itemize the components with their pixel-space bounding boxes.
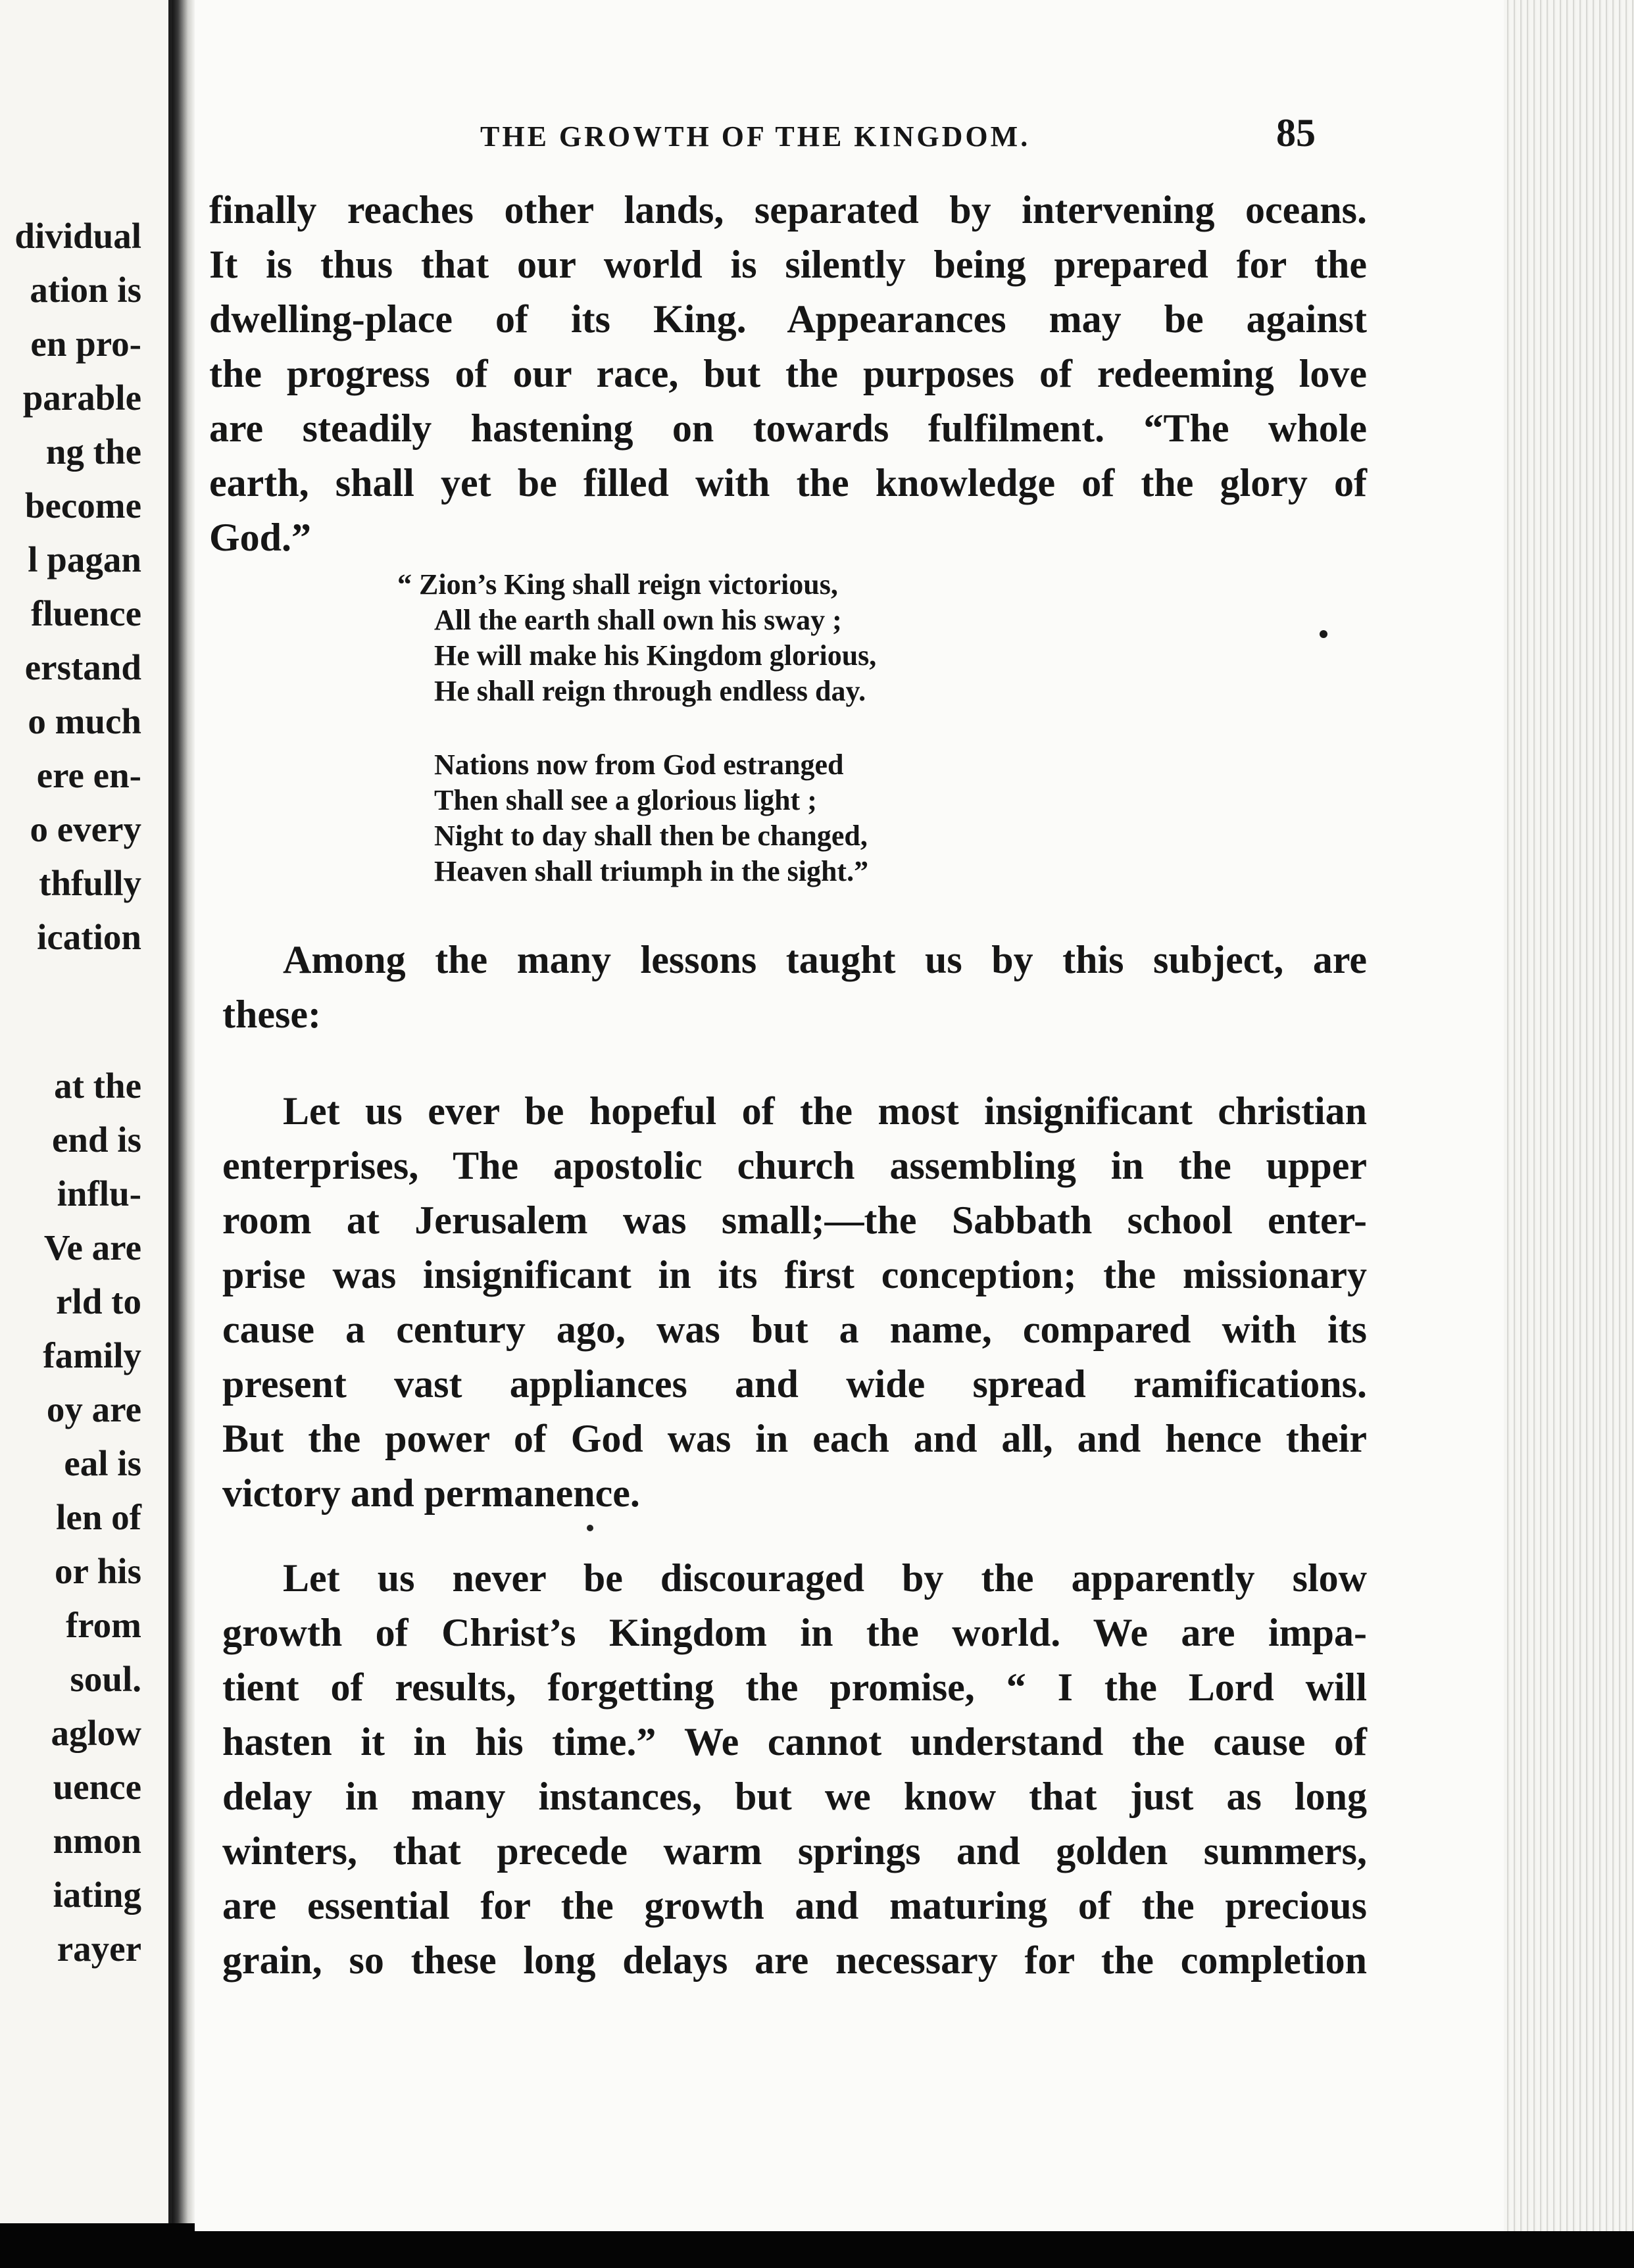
left-line: iating bbox=[53, 1875, 141, 1915]
verse-line: Then shall see a glorious light ; bbox=[434, 784, 817, 816]
text-line: tient of results, forgetting the promise, “ I the Lord will bbox=[222, 1665, 1367, 1709]
verse-line: Nations now from God estranged bbox=[434, 749, 844, 781]
left-line: from bbox=[65, 1605, 141, 1645]
left-line: eal is bbox=[64, 1443, 141, 1483]
left-line: dividual bbox=[14, 216, 141, 256]
verse-line: He will make his Kingdom glorious, bbox=[434, 639, 877, 672]
text-line: But the power of God was in each and all, and hence their bbox=[222, 1417, 1367, 1460]
left-line: erstand bbox=[24, 647, 141, 687]
page-edges bbox=[1504, 0, 1634, 2231]
text-line: growth of Christ’s Kingdom in the world. We are impa- bbox=[222, 1611, 1367, 1654]
poem-block bbox=[397, 567, 877, 889]
left-line: l pagan bbox=[28, 539, 141, 579]
text-line: winters, that precede warm springs and golden summers, bbox=[222, 1829, 1367, 1873]
left-line: or his bbox=[55, 1551, 141, 1591]
left-line: en pro- bbox=[30, 324, 141, 364]
page-number: 85 bbox=[1276, 111, 1316, 155]
paragraph-lessons bbox=[222, 933, 1367, 1042]
left-line: oy are bbox=[46, 1389, 141, 1429]
left-line: Ve are bbox=[43, 1227, 141, 1268]
left-line: o much bbox=[28, 701, 141, 741]
left-page-fragment bbox=[0, 0, 172, 2223]
verse-line: Heaven shall triumph in the sight.” bbox=[434, 855, 869, 887]
left-line: ication bbox=[37, 917, 141, 957]
text-line: earth, shall yet be filled with the knowledge of the glory of bbox=[209, 461, 1367, 505]
left-line: thfully bbox=[39, 863, 141, 903]
text-line: these: bbox=[222, 993, 321, 1036]
text-line: dwelling-place of its King. Appearances may be against bbox=[209, 297, 1367, 341]
left-line: at the bbox=[54, 1066, 141, 1106]
text-line: Let us never be discouraged by the apparently slow bbox=[283, 1556, 1367, 1600]
header-title: THE GROWTH OF THE KINGDOM. bbox=[480, 120, 1031, 153]
left-line: parable bbox=[22, 378, 141, 418]
text-line: Among the many lessons taught us by this subject, are bbox=[283, 938, 1367, 981]
left-paragraph-gap bbox=[0, 964, 141, 1059]
verse-line: Night to day shall then be changed, bbox=[434, 820, 868, 852]
text-line: delay in many instances, but we know that just as long bbox=[222, 1775, 1367, 1818]
text-line: finally reaches other lands, separated by intervening oceans. bbox=[209, 188, 1367, 232]
left-line: len of bbox=[56, 1497, 141, 1537]
text-line: are essential for the growth and maturing of the precious bbox=[222, 1884, 1367, 1927]
left-line: nmon bbox=[53, 1821, 141, 1861]
text-line: victory and permanence. bbox=[222, 1471, 640, 1515]
text-line: enterprises, The apostolic church assembling in the upper bbox=[222, 1144, 1367, 1187]
left-line: ere en- bbox=[36, 755, 141, 795]
left-line: end is bbox=[51, 1120, 141, 1160]
text-line: It is thus that our world is silently being prepared for the bbox=[209, 243, 1367, 286]
text-line: are steadily hastening on towards fulfilment. “The whole bbox=[209, 407, 1367, 450]
left-line: aglow bbox=[51, 1713, 141, 1753]
text-line: Let us ever be hopeful of the most insignificant christian bbox=[283, 1089, 1367, 1133]
ink-dot bbox=[587, 1525, 593, 1531]
text-line: present vast appliances and wide spread ramifications. bbox=[222, 1362, 1367, 1406]
book-gutter bbox=[172, 0, 195, 2223]
verse-line: All the earth shall own his sway ; bbox=[434, 604, 842, 636]
left-line: rayer bbox=[57, 1929, 141, 1969]
left-line: uence bbox=[53, 1767, 141, 1807]
left-line: fluence bbox=[30, 593, 141, 633]
left-page-text bbox=[0, 209, 141, 1976]
stanza-gap bbox=[434, 709, 876, 747]
running-header bbox=[276, 111, 1329, 170]
text-line: cause a century ago, was but a name, compared with its bbox=[222, 1308, 1367, 1351]
verse-line: “ Zion’s King shall reign victorious, bbox=[397, 568, 838, 601]
left-line: family bbox=[43, 1335, 141, 1375]
left-line: influ- bbox=[57, 1173, 141, 1214]
opening-paragraph bbox=[209, 183, 1367, 565]
ink-dot bbox=[1320, 630, 1327, 638]
text-line: prise was insignificant in its first conception; the missionary bbox=[222, 1253, 1367, 1296]
text-line: the progress of our race, but the purposes of redeeming love bbox=[209, 352, 1367, 395]
left-line: become bbox=[24, 485, 141, 526]
left-line: o every bbox=[30, 809, 141, 849]
left-line: ation is bbox=[30, 270, 141, 310]
left-line: soul. bbox=[70, 1659, 141, 1699]
text-line: room at Jerusalem was small;—the Sabbath school enter- bbox=[222, 1198, 1367, 1242]
text-line: grain, so these long delays are necessary for the completion bbox=[222, 1938, 1367, 1982]
text-line: hasten it in his time.” We cannot understand the cause of bbox=[222, 1720, 1367, 1763]
paragraph-hopeful bbox=[222, 1084, 1367, 1521]
verse-line: He shall reign through endless day. bbox=[434, 675, 866, 707]
left-line: ng the bbox=[45, 431, 141, 472]
text-line: God.” bbox=[209, 516, 312, 559]
paragraph-discouraged bbox=[222, 1551, 1367, 1988]
left-line: rld to bbox=[56, 1281, 141, 1321]
